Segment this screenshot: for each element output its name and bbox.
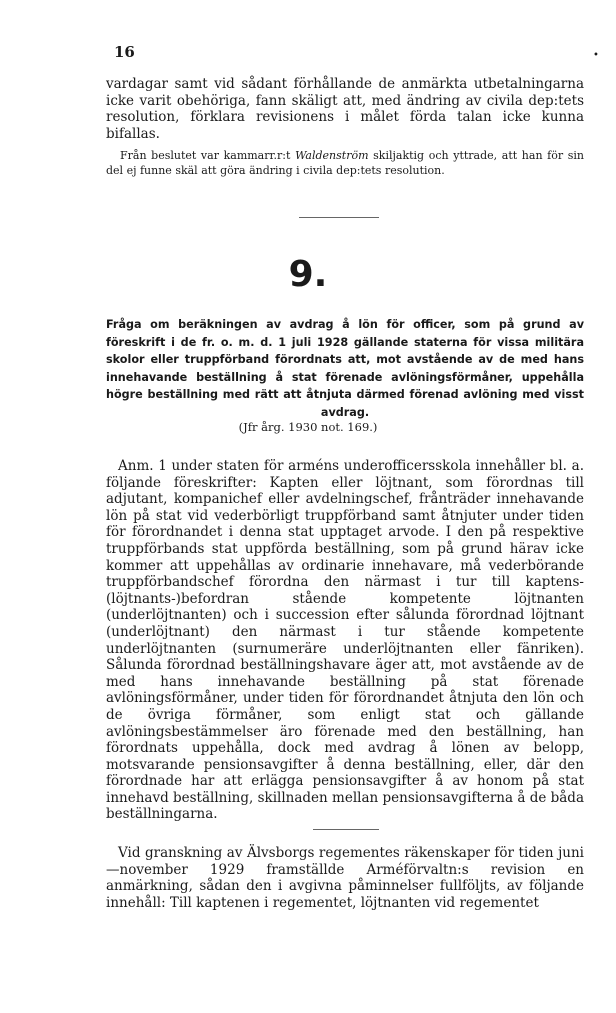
section-heading: Fråga om beräkningen av avdrag å lön för officer, som på grund av föreskrift i de fr. o. m. d. 1 juli 1928 gällande staterna för vissa militära skolor eller truppförband förordnats att, mot avstående av de med hans innehavande beställning å stat förenade avlöningsförmåner, uppehålla högre beställning med rätt att åtnjuta därmed förenad avlöning med visst avdrag.: [106, 318, 584, 419]
dissent-suffix: skiljaktig och yttrade, att han för sin del ej funne skäl att göra ändring i civila dep:tets resolution.: [106, 149, 584, 177]
annotation-paragraph: [106, 458, 584, 823]
section-divider: [299, 217, 379, 218]
section-reference: (Jfr årg. 1930 not. 169.): [238, 420, 378, 434]
intro-paragraph: [106, 76, 584, 142]
closing-text: Vid granskning av Älvsborgs regementes räkenskaper för tiden juni—november 1929 framställde Arméförvaltn:s revision en anmärkning, sådan den i avgivna påminnelser fullföljts, av följande innehåll: Till kaptenen i regementet, löjtnanten vid regementet: [106, 845, 584, 911]
dissent-note: [106, 148, 584, 178]
closing-paragraph: [106, 845, 584, 911]
section-number: 9.: [288, 254, 328, 295]
page-number: 16: [114, 43, 135, 61]
dissent-judge-name: Waldenström: [295, 149, 369, 162]
dissent-prefix: Från beslutet var kammarr.r:t: [120, 149, 296, 162]
paragraph-divider: [313, 829, 379, 830]
intro-text: vardagar samt vid sådant förhållande de anmärkta utbetalningarna icke varit obehöriga, fann skäligt att, med ändring av civila dep:tets resolution, förklara revisionens i målet förda talan icke kunna bifallas.: [106, 76, 584, 142]
dissent-text: [106, 148, 584, 178]
corner-mark: •: [593, 50, 599, 61]
annotation-text: Anm. 1 under staten för arméns underofficersskola innehåller bl. a. följande föreskrifter: Kapten eller löjtnant, som förordnas till adjutant, kompanichef eller avdelningschef, frånträder innehavande lön på stat vid vederbörligt truppförband samt åtnjuter under tiden för förordnandet i denna stat upptaget arvode. I den på respektive truppförbands stat uppförda beställning, som på grund härav icke kommer att uppehållas av ordinarie innehavare, må vederbörande truppförbandschef förordna den närmast i tur till kaptens-(löjtnants-)befordran stående kompetente löjtnanten (underlöjtnanten) och i succession efter sålunda förordnad löjtnant (underlöjtnant) den närmast i tur stående kompetente underlöjtnanten (surnumeräre underlöjtnanten eller fänriken). Sålunda förordnad beställningshavare äger att, mot avstående av de med hans innehavande beställning på stat förenade avlöningsförmåner, under tiden för förordnandet åtnjuta den lön och de övriga förmåner, som enligt stat och gällande avlöningsbestämmelser äro förenade med den beställning, han förordnats uppehålla, dock med avdrag å lönen av belopp, motsvarande pensionsavgifter å denna beställning, eller, där den förordnade har att erlägga pensionsavgifter å av honom på stat innehavd beställning, skillnaden mellan pensionsavgifterna å de båda beställningarna.: [106, 458, 584, 823]
